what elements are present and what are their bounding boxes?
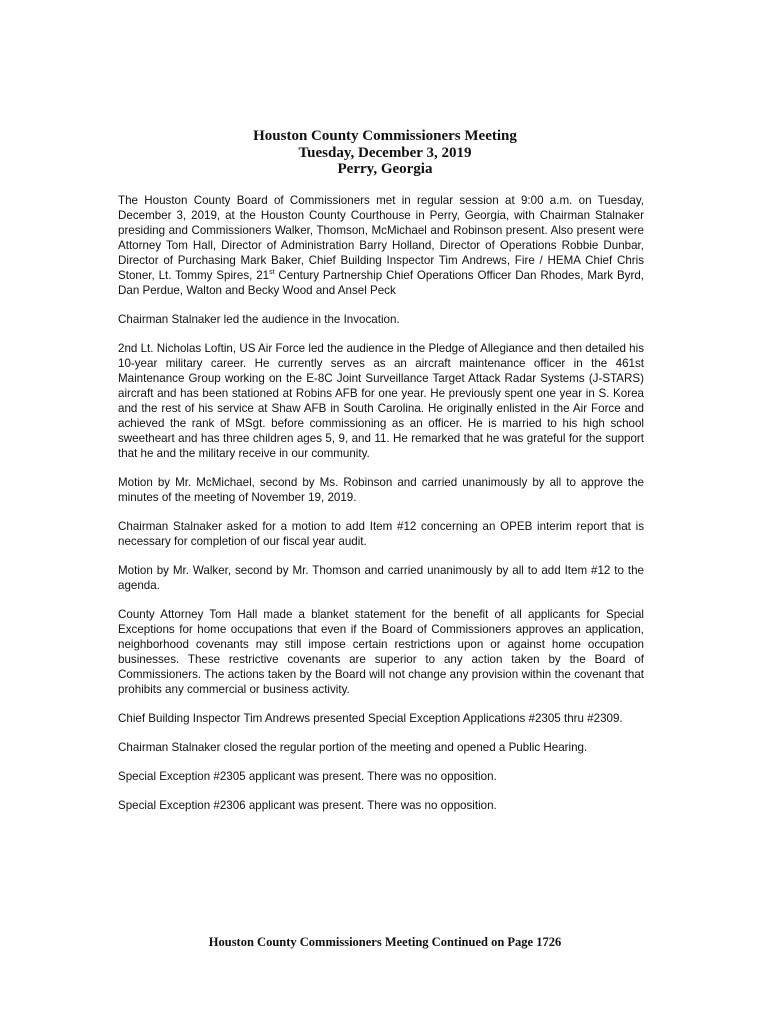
paragraph-attorney-statement: County Attorney Tom Hall made a blanket statement for the benefit of all applicants for Special Exceptions for home occupations that even if the Board of Commissioners approves an application, neighborhood covenants may still impose certain restrictions upon or against home occupation businesses. These restrictive covenants are superior to any action taken by the Board of Commissioners. The actions taken by the Board will not change any provision within the covenant that prohibits any commercial or business activity. xyxy=(118,608,644,696)
paragraph-item12-motion: Motion by Mr. Walker, second by Mr. Thomson and carried unanimously by all to add Item #12 to the agenda. xyxy=(118,564,644,592)
paragraph-minutes-motion: Motion by Mr. McMichael, second by Ms. Robinson and carried unanimously by all to approve the minutes of the meeting of November 19, 2019. xyxy=(118,476,644,504)
paragraph-attendance xyxy=(118,193,644,298)
meeting-date: Tuesday, December 3, 2019 xyxy=(298,144,472,161)
attendance-text-a: The Houston County Board of Commissioners met in regular session at 9:00 a.m. on Tuesday, December 3, 2019, at the Houston County Courthouse in Perry, Georgia, with Chairman Stalnaker presiding and Commissioners Walker, Thomson, McMichael and Robinson present. Also present were Attorney Tom Hall, Director of Administration Barry Holland, Director of Operations Robbie Dunbar, Director of Purchasing Mark Baker, Chief Building Inspector Tim Andrews, Fire / HEMA Chief Chris Stoner, Lt. Tommy Spires, 21 xyxy=(118,194,644,282)
continued-footer: Houston County Commissioners Meeting Continued on Page 1726 xyxy=(208,935,562,949)
ordinal-suffix: st xyxy=(269,269,275,277)
meeting-title: Houston County Commissioners Meeting xyxy=(253,128,517,144)
document-header xyxy=(0,128,770,178)
attendance-text-b: Century Partnership Chief Operations Officer Dan Rhodes, Mark Byrd, Dan Perdue, Walton and Becky Wood and Ansel Peck xyxy=(118,269,645,297)
paragraph-exception-2305: Special Exception #2305 applicant was present. There was no opposition. xyxy=(118,770,497,783)
paragraph-invocation: Chairman Stalnaker led the audience in the Invocation. xyxy=(118,313,400,326)
paragraph-pledge: 2nd Lt. Nicholas Loftin, US Air Force led the audience in the Pledge of Allegiance and then detailed his 10-year military career. He currently serves as an aircraft maintenance officer in the 461st Maintenance Group working on the E-8C Joint Surveillance Target Attack Radar Systems (J-STARS) aircraft and has been stationed at Robins AFB for one year. He previously spent one year in S. Korea and the rest of his service at Shaw AFB in South Carolina. He originally enlisted in the Air Force and achieved the rank of MSgt. before commissioning as an officer. He is married to his high school sweetheart and has three children ages 5, 9, and 11. He remarked that he was grateful for the support that he and the military receive in our community. xyxy=(118,342,644,460)
paragraph-exception-2306: Special Exception #2306 applicant was present. There was no opposition. xyxy=(118,799,497,812)
paragraph-special-exceptions: Chief Building Inspector Tim Andrews presented Special Exception Applications #2305 thru #2309. xyxy=(118,712,623,725)
minutes-body xyxy=(118,193,644,827)
paragraph-item12-request: Chairman Stalnaker asked for a motion to add Item #12 concerning an OPEB interim report that is necessary for completion of our fiscal year audit. xyxy=(118,520,644,548)
paragraph-public-hearing: Chairman Stalnaker closed the regular portion of the meeting and opened a Public Hearing. xyxy=(118,741,588,754)
meeting-location: Perry, Georgia xyxy=(337,161,433,177)
